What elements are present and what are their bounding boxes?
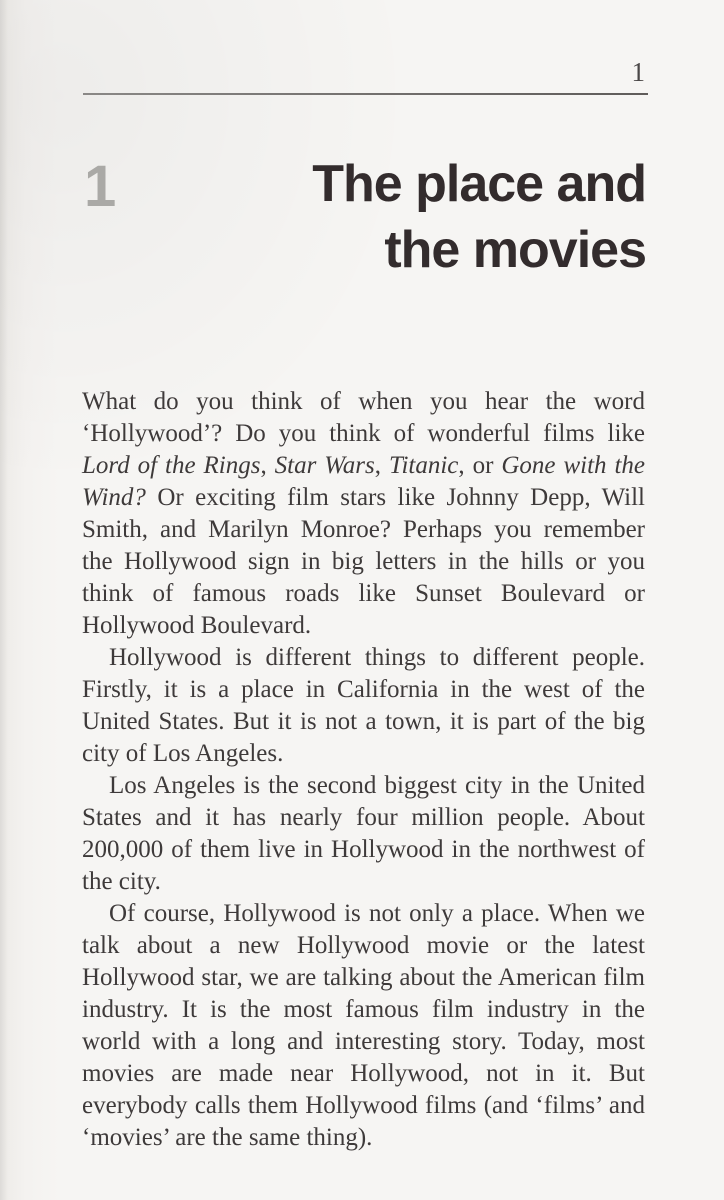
paragraph [82, 770, 645, 898]
page-number: 1 [631, 57, 645, 87]
text-run: Of course, Hollywood is not only a place. When we talk about a new Hollywood movie or the latest Hollywood star, we are talking about the American film industry. It is the most famous film industry in the world with a long and interesting story. Today, most movies are made near Hollywood, not in it. But everybody calls them Hollywood films (and ‘films’ and ‘movies’ are the same thing). [82, 900, 645, 1151]
italic-film-title: Gone with the Wind? [82, 452, 645, 511]
text-run: , [260, 452, 275, 479]
text-run: What do you think of when you hear the word ‘Hollywood’? Do you think of wonderful films like [82, 388, 645, 447]
chapter-title-line-1: The place and [312, 155, 646, 213]
text-run: , [374, 452, 389, 479]
body-text [82, 386, 645, 1154]
paragraph [82, 386, 645, 642]
text-run: Los Angeles is the second biggest city in the United States and it has nearly four million people. About 200,000 of them live in Hollywood in the northwest of the city. [82, 772, 645, 895]
text-run: , or [458, 452, 502, 479]
text-run: Hollywood is different things to different people. Firstly, it is a place in California in the west of the United States. But it is not a town, it is part of the big city of Los Angeles. [82, 644, 645, 767]
paragraph [82, 642, 645, 770]
paragraph [82, 898, 645, 1154]
chapter-header [84, 151, 646, 283]
italic-film-title: Star Wars [274, 452, 375, 479]
chapter-number: 1 [84, 154, 116, 219]
text-run: Or exciting film stars like Johnny Depp, Will Smith, and Marilyn Monroe? Perhaps you remember the Hollywood sign in big letters in the hills or you think of famous roads like Sunset Boulevard or Hollywood Boulevard. [82, 484, 645, 639]
header-rule [83, 93, 648, 95]
italic-film-title: Lord of the Rings [82, 452, 261, 479]
italic-film-title: Titanic [388, 452, 459, 479]
chapter-title [312, 151, 646, 283]
chapter-title-line-2: the movies [384, 221, 646, 279]
